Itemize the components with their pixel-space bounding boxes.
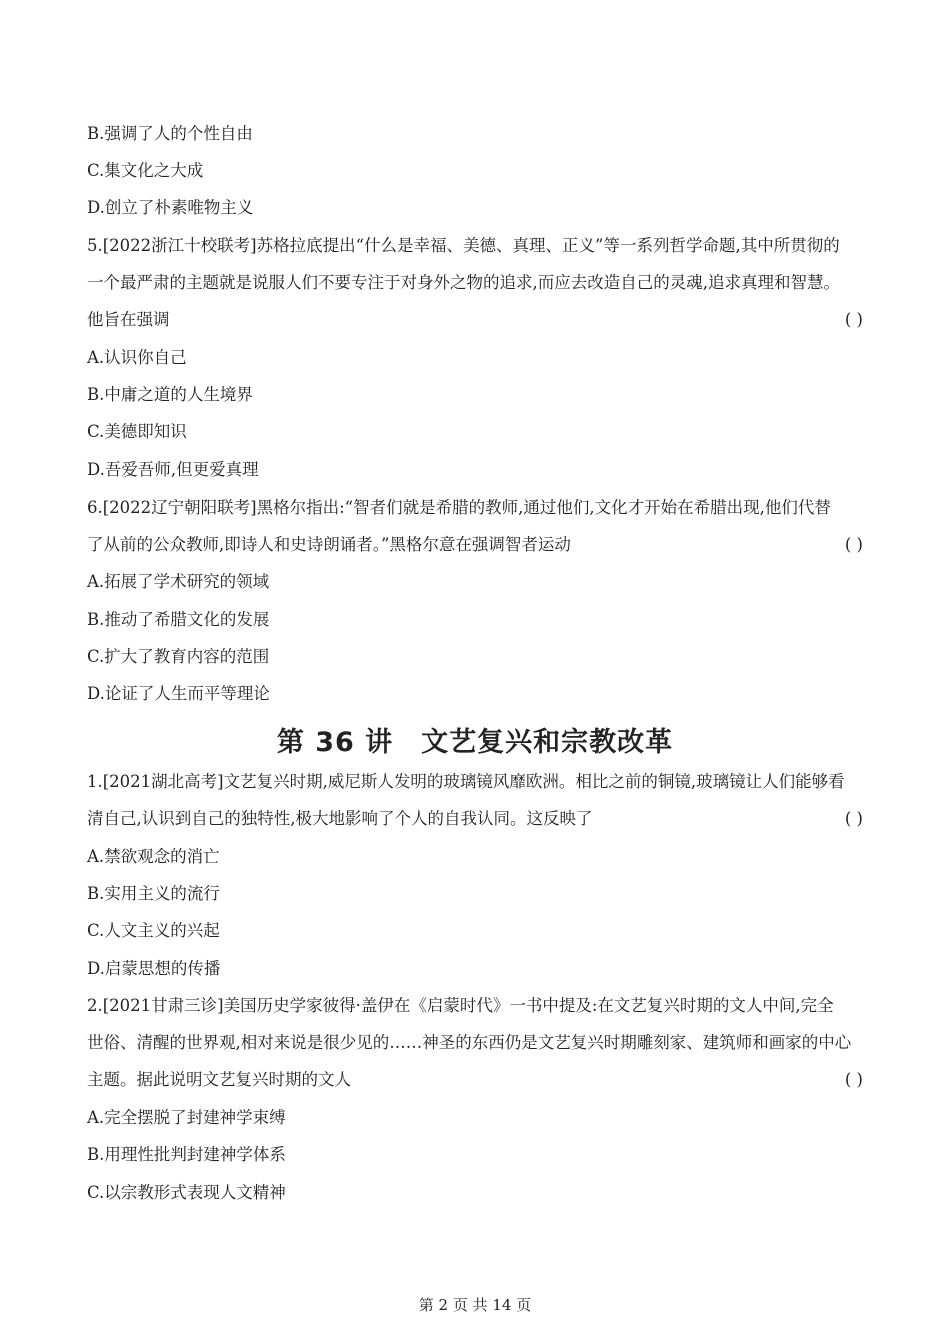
question-5-line-3 [87,308,863,332]
option-b: B.实用主义的流行 [87,884,220,903]
option-c: C.美德即知识 [87,422,187,441]
question-1-line-1: 1.[2021湖北高考]文艺复兴时期,威尼斯人发明的玻璃镜风靡欧洲。相比之前的铜镜,玻璃镜让人们能够看 [87,772,845,791]
question-2-line-2: 世俗、清醒的世界观,相对来说是很少见的……神圣的东西仍是文艺复兴时期雕刻家、建筑师和画家的中心 [87,1033,852,1052]
answer-blank: ( ) [844,535,863,554]
option-b: B.中庸之道的人生境界 [87,385,253,404]
answer-blank: ( ) [844,809,863,828]
page-footer: 第 2 页 共 14 页 [418,1296,532,1314]
option-d: D.吾爱吾师,但更爱真理 [87,460,259,479]
chapter-title: 第 36 讲 文艺复兴和宗教改革 [276,727,674,758]
question-6-line-1: 6.[2022辽宁朝阳联考]黑格尔指出:“智者们就是希腊的教师,通过他们,文化才开始在希腊出现,他们代替 [87,498,831,517]
question-2-line-3 [87,1068,863,1092]
question-2-line-1: 2.[2021甘肃三诊]美国历史学家彼得·盖伊在《启蒙时代》一书中提及:在文艺复兴时期的文人中间,完全 [87,996,834,1015]
option-d: D.创立了朴素唯物主义 [87,198,254,217]
option-d: D.论证了人生而平等理论 [87,684,270,703]
question-5-line-1: 5.[2022浙江十校联考]苏格拉底提出“什么是幸福、美德、真理、正义”等一系列哲学命题,其中所贯彻的 [87,236,840,255]
question-5-line-2: 一个最严肃的主题就是说服人们不要专注于对身外之物的追求,而应去改造自己的灵魂,追求真理和智慧。 [87,273,840,292]
option-c: C.以宗教形式表现人文精神 [87,1183,286,1202]
question-6-line-2 [87,533,863,557]
option-b: B.用理性批判封建神学体系 [87,1145,286,1164]
answer-blank: ( ) [844,310,863,329]
option-a: A.拓展了学术研究的领域 [87,572,270,591]
option-a: A.完全摆脱了封建神学束缚 [87,1108,286,1127]
option-b: B.强调了人的个性自由 [87,124,253,143]
option-d: D.启蒙思想的传播 [87,959,221,978]
option-c: C.集文化之大成 [87,161,204,180]
question-6-stem-end: 了从前的公众教师,即诗人和史诗朗诵者。”黑格尔意在强调智者运动 [87,535,571,554]
question-5-stem-end: 他旨在强调 [87,310,170,329]
option-a: A.认识你自己 [87,348,187,367]
question-1-line-2 [87,807,863,831]
question-1-stem-end: 清自己,认识到自己的独特性,极大地影响了个人的自我认同。这反映了 [87,809,593,828]
option-c: C.人文主义的兴起 [87,921,220,940]
option-a: A.禁欲观念的消亡 [87,847,220,866]
option-b: B.推动了希腊文化的发展 [87,610,270,629]
answer-blank: ( ) [844,1070,863,1089]
option-c: C.扩大了教育内容的范围 [87,647,270,666]
question-2-stem-end: 主题。据此说明文艺复兴时期的文人 [87,1070,351,1089]
